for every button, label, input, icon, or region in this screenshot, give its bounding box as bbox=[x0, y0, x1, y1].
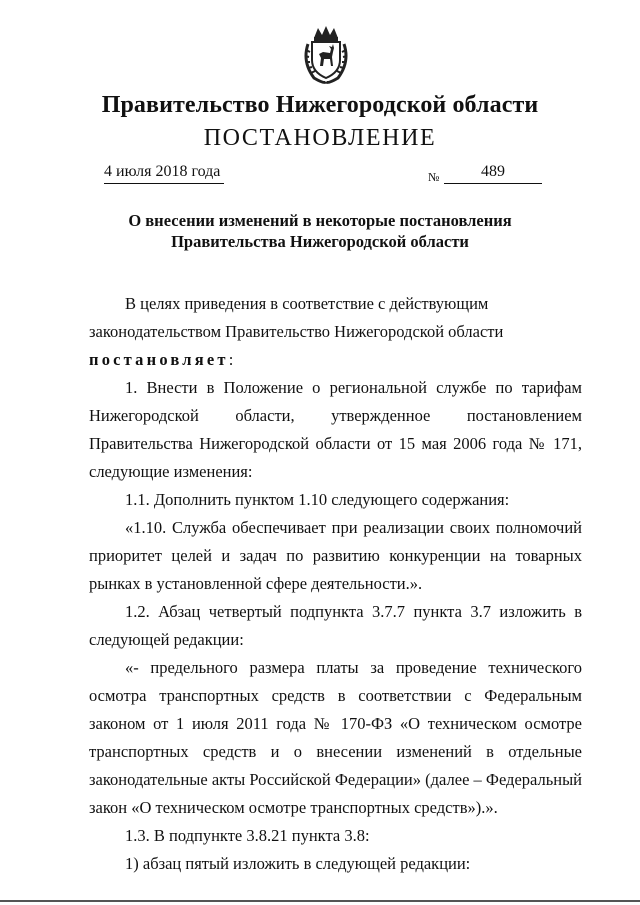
document-subject bbox=[0, 210, 640, 252]
preamble-line-1: В целях приведения в соответствие с действующим bbox=[125, 294, 489, 313]
paragraph-1-3: 1.3. В подпункте 3.8.21 пункта 3.8: bbox=[125, 826, 370, 845]
paragraph-1-1-text: «1.10. Служба обеспечивает при реализации своих полномочий приоритет целей и задач по развитию конкуренции на товарных рынках в установленной сфере деятельности.». bbox=[89, 518, 582, 593]
document-date: 4 июля 2018 года bbox=[104, 163, 224, 184]
decree-word: постановляет bbox=[89, 350, 229, 369]
paragraph-1-3-1: 1) абзац пятый изложить в следующей редакции: bbox=[125, 854, 471, 873]
document-body bbox=[89, 290, 582, 878]
preamble-line-2: законодательством Правительство Нижегородской области bbox=[89, 322, 504, 341]
number-label: № bbox=[428, 170, 440, 184]
paragraph-1-1: 1.1. Дополнить пунктом 1.10 следующего содержания: bbox=[125, 490, 510, 509]
document-type: ПОСТАНОВЛЕНИЕ bbox=[203, 125, 437, 151]
decree-colon: : bbox=[228, 350, 234, 369]
paragraph-1: 1. Внести в Положение о региональной службе по тарифам Нижегородской области, утвержденное постановлением Правительства Нижегородской области от 15 мая 2006 года № 171, следующие изменения: bbox=[89, 378, 582, 481]
coat-of-arms-icon bbox=[300, 24, 352, 84]
decree-line bbox=[89, 346, 582, 374]
subject-line-1: О внесении изменений в некоторые постановления bbox=[128, 211, 512, 230]
government-title: Правительство Нижегородской области bbox=[101, 92, 539, 118]
subject-line-2: Правительства Нижегородской области bbox=[171, 232, 469, 251]
scan-edge-line bbox=[0, 900, 640, 902]
paragraph-1-2: 1.2. Абзац четвертый подпункта 3.7.7 пункта 3.7 изложить в следующей редакции: bbox=[89, 602, 582, 649]
paragraph-1-2-text: «- предельного размера платы за проведение технического осмотра транспортных средств в соответствии с Федеральным законом от 1 июля 2011 года № 170-ФЗ «О техническом осмотре транспортных средств и о внесении изменений в отдельные законодательные акты Российской Федерации» (далее – Федеральный закон «О техническом осмотре транспортных средств»).». bbox=[89, 658, 582, 817]
document-number: 489 bbox=[444, 163, 542, 184]
